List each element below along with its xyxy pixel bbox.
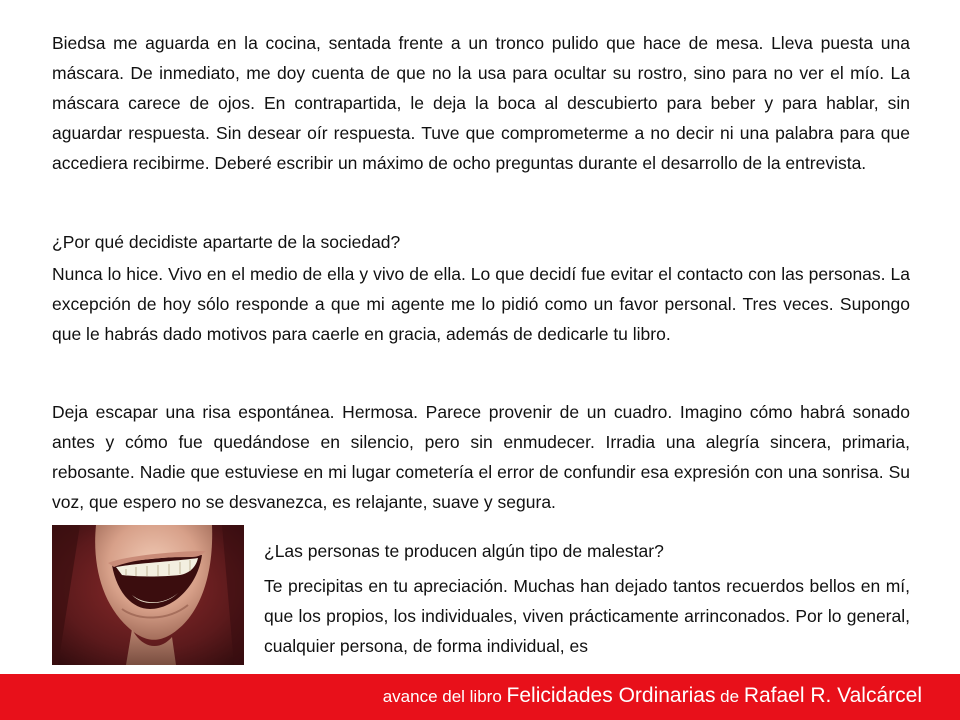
footer-prefix: avance del libro [382, 687, 507, 706]
footer-author: Rafael R. Valcárcel [743, 684, 922, 707]
question-1: ¿Por qué decidiste apartarte de la sociedad? [52, 232, 401, 252]
question-2: ¿Las personas te producen algún tipo de malestar? [264, 541, 664, 561]
footer-credit [383, 684, 922, 708]
narration-paragraph: Deja escapar una risa espontánea. Hermosa. Parece provenir de un cuadro. Imagino cómo habrá sonado antes y cómo fue quedándose en silencio, pero sin enmudecer. Irradia una alegría sincera, primaria, rebosante. Nadie que estuviese en mi lugar cometería el error de confundir esa expresión con una sonrisa. Su voz, que espero no se desvanezca, es relajante, suave y segura. [52, 402, 910, 512]
footer-banner [0, 674, 960, 720]
footer-connector: de [715, 687, 744, 706]
answer-1: Nunca lo hice. Vivo en el medio de ella y vivo de ella. Lo que decidí fue evitar el contacto con las personas. La excepción de hoy sólo responde a que mi agente me lo pidió como un favor personal. Tres veces. Supongo que le habrás dado motivos para caerle en gracia, además de dedicarle tu libro. [52, 264, 910, 344]
footer-book-title: Felicidades Ordinarias [506, 684, 716, 707]
intro-paragraph: Biedsa me aguarda en la cocina, sentada frente a un tronco pulido que hace de mesa. Lleva puesta una máscara. De inmediato, me doy cuenta de que no la usa para ocultar su rostro, sino para no ver el mío. La máscara carece de ojos. En contrapartida, le deja la boca al descubierto para beber y para hablar, sin aguardar respuesta. Sin desear oír respuesta. Tuve que comprometerme a no decir ni una palabra para que accediera recibirme. Deberé escribir un máximo de ocho preguntas durante el desarrollo de la entrevista. [52, 33, 910, 173]
answer-2: Te precipitas en tu apreciación. Muchas han dejado tantos recuerdos bellos en mí, que los propios, los individuales, viven prácticamente arrinconados. Por lo general, cualquier persona, de forma individual, es [264, 576, 910, 656]
smiling-mouth-image [52, 525, 244, 665]
